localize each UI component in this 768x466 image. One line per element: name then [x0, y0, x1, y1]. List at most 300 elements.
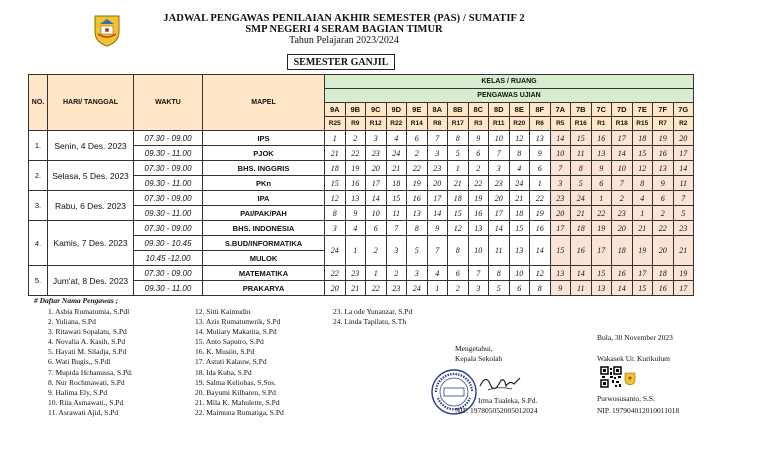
row-time: 09.30 - 11.00	[134, 146, 203, 161]
pengawas-cell: 8	[407, 221, 428, 236]
room-header: R15	[632, 117, 653, 131]
room-header: R18	[612, 117, 633, 131]
pengawas-cell: 23	[550, 191, 571, 206]
col-header-subject: MAPEL	[203, 75, 325, 131]
pengawas-cell: 19	[632, 236, 653, 266]
pengawas-cell: 2	[407, 146, 428, 161]
pengawas-cell: 1	[530, 176, 551, 191]
pengawas-cell: 22	[468, 176, 489, 191]
pengawas-cell: 4	[345, 221, 366, 236]
pengawas-cell: 16	[468, 206, 489, 221]
pengawas-list-item: 21. Mila K. Mahulette, S.Pd	[195, 397, 280, 407]
class-header: 9E	[407, 103, 428, 117]
class-header: 8F	[530, 103, 551, 117]
pengawas-cell: 17	[591, 236, 612, 266]
pengawas-cell: 11	[489, 236, 510, 266]
pengawas-cell: 20	[325, 281, 346, 296]
pengawas-cell: 9	[468, 131, 489, 146]
pengawas-list-item: 20. Bayumi Kilbaren, S.Pd	[195, 387, 276, 397]
pengawas-cell: 7	[427, 236, 448, 266]
pengawas-cell: 24	[407, 281, 428, 296]
pengawas-cell: 23	[612, 206, 633, 221]
room-header: R17	[448, 117, 469, 131]
row-time: 09.30 - 11.00	[134, 281, 203, 296]
pengawas-cell: 24	[509, 176, 530, 191]
pengawas-cell: 8	[571, 161, 592, 176]
pengawas-cell: 20	[550, 206, 571, 221]
pengawas-cell: 8	[632, 176, 653, 191]
pengawas-cell: 1	[325, 131, 346, 146]
pengawas-cell: 1	[345, 236, 366, 266]
sign-date: Bula, 30 November 2023	[597, 333, 673, 342]
pengawas-cell: 16	[530, 221, 551, 236]
pengawas-list-item: 14. Muliary Makatita, S.Pd	[195, 327, 277, 337]
row-subject: S.BUD/INFORMATIKA	[203, 236, 325, 251]
pengawas-cell: 12	[509, 131, 530, 146]
room-header: R1	[591, 117, 612, 131]
pengawas-cell: 12	[632, 161, 653, 176]
pengawas-cell: 13	[530, 131, 551, 146]
wakasek-nip: NIP. 197904012010011018	[597, 406, 680, 415]
class-header: 7C	[591, 103, 612, 117]
pengawas-cell: 9	[530, 146, 551, 161]
class-header: 7E	[632, 103, 653, 117]
pengawas-column-1	[48, 307, 133, 418]
pengawas-cell: 2	[366, 236, 387, 266]
pengawas-cell: 19	[673, 266, 694, 281]
pengawas-cell: 21	[386, 161, 407, 176]
pengawas-cell: 6	[591, 176, 612, 191]
pengawas-cell: 7	[386, 221, 407, 236]
pengawas-cell: 14	[366, 191, 387, 206]
room-header: R16	[571, 117, 592, 131]
pengawas-cell: 9	[345, 206, 366, 221]
pengawas-cell: 22	[407, 161, 428, 176]
pengawas-cell: 12	[448, 221, 469, 236]
pengawas-cell: 21	[325, 146, 346, 161]
class-header: 8D	[489, 103, 510, 117]
pengawas-cell: 13	[407, 206, 428, 221]
row-time: 09.30 - 11.00	[134, 176, 203, 191]
pengawas-cell: 12	[530, 266, 551, 281]
table-row	[29, 131, 694, 146]
pengawas-heading: # Daftar Nama Pengawas ;	[34, 296, 119, 305]
pengawas-cell: 8	[489, 266, 510, 281]
pengawas-cell: 18	[571, 221, 592, 236]
pengawas-cell: 17	[489, 206, 510, 221]
table-row	[29, 221, 694, 236]
small-logo-icon	[624, 372, 636, 386]
pengawas-cell: 16	[591, 131, 612, 146]
academic-year: Tahun Pelajaran 2023/2024	[289, 35, 399, 46]
pengawas-cell: 14	[612, 281, 633, 296]
pengawas-cell: 7	[468, 266, 489, 281]
row-day: Jum'at, 8 Des. 2023	[48, 266, 134, 296]
pengawas-cell: 21	[673, 236, 694, 266]
pengawas-cell: 6	[653, 191, 674, 206]
pengawas-cell: 21	[571, 206, 592, 221]
room-header: R22	[386, 117, 407, 131]
schedule-table	[28, 74, 694, 296]
class-header: 9B	[345, 103, 366, 117]
pengawas-cell: 14	[571, 266, 592, 281]
row-time: 09.30 - 11.00	[134, 206, 203, 221]
pengawas-cell: 19	[591, 221, 612, 236]
pengawas-cell: 19	[345, 161, 366, 176]
semester-label: SEMESTER GANJIL	[287, 54, 395, 70]
pengawas-cell: 5	[448, 146, 469, 161]
pengawas-list-item: 6. Wati Bugis,, S.Pdl	[48, 357, 111, 367]
row-time: 07.30 - 09.00	[134, 221, 203, 236]
pengawas-list-item: 13. Azis Rumatumerik, S.Pd	[195, 317, 281, 327]
pengawas-cell: 15	[325, 176, 346, 191]
pengawas-cell: 22	[366, 281, 387, 296]
pengawas-cell: 20	[673, 131, 694, 146]
pengawas-list-item: 12. Sitti Kaimudin	[195, 307, 251, 316]
table-row	[29, 191, 694, 206]
pengawas-list-item: 22. Maimuna Rumatiga, S.Pd	[195, 407, 284, 417]
pengawas-cell: 22	[653, 221, 674, 236]
pengawas-cell: 19	[530, 206, 551, 221]
pengawas-list-item: 11. Asrawati Ajid, S.Pd	[48, 407, 119, 417]
mengetahui-label: Mengetahui,	[455, 344, 493, 353]
pengawas-cell: 18	[448, 191, 469, 206]
room-header: R20	[509, 117, 530, 131]
pengawas-cell: 13	[591, 281, 612, 296]
pengawas-cell: 10	[550, 146, 571, 161]
row-number: 5.	[29, 266, 48, 296]
row-day: Rabu, 6 Des. 2023	[48, 191, 134, 221]
pengawas-cell: 3	[550, 176, 571, 191]
row-subject: IPA	[203, 191, 325, 206]
pengawas-cell: 16	[653, 281, 674, 296]
class-header: 9C	[366, 103, 387, 117]
doc-title: JADWAL PENGAWAS PENILAIAN AKHIR SEMESTER (PAS) / SUMATIF 2	[163, 13, 525, 24]
pengawas-cell: 6	[468, 146, 489, 161]
row-time: 07.30 - 09.00	[134, 266, 203, 281]
wakasek-title: Wakasek Ur. Kurikulum	[597, 354, 670, 363]
pengawas-cell: 18	[509, 206, 530, 221]
pengawas-cell: 3	[489, 161, 510, 176]
pengawas-cell: 5	[673, 206, 694, 221]
pengawas-cell: 23	[489, 176, 510, 191]
pengawas-cell: 11	[673, 176, 694, 191]
class-header: 7A	[550, 103, 571, 117]
pengawas-cell: 23	[673, 221, 694, 236]
pengawas-cell: 13	[509, 236, 530, 266]
pengawas-cell: 19	[468, 191, 489, 206]
pengawas-cell: 16	[653, 146, 674, 161]
room-header: R6	[530, 117, 551, 131]
pengawas-cell: 15	[591, 266, 612, 281]
pengawas-cell: 17	[366, 176, 387, 191]
pengawas-cell: 15	[571, 131, 592, 146]
pengawas-cell: 3	[325, 221, 346, 236]
pengawas-cell: 1	[448, 161, 469, 176]
pengawas-cell: 5	[407, 236, 428, 266]
pengawas-cell: 13	[653, 161, 674, 176]
row-subject: PAI/PAK/PAH	[203, 206, 325, 221]
pengawas-cell: 22	[345, 146, 366, 161]
pengawas-cell: 14	[550, 131, 571, 146]
pengawas-cell: 23	[386, 281, 407, 296]
pengawas-list-item: 7. Mupida Hchanussa, S.Pd.	[48, 367, 133, 377]
pengawas-cell: 13	[550, 266, 571, 281]
pengawas-cell: 20	[489, 191, 510, 206]
pengawas-cell: 15	[632, 146, 653, 161]
pengawas-cell: 15	[550, 236, 571, 266]
pengawas-list-item: 10. Rita Asmawati., S.Pd	[48, 397, 124, 407]
pengawas-cell: 6	[448, 266, 469, 281]
room-header: R12	[366, 117, 387, 131]
pengawas-cell: 6	[407, 131, 428, 146]
kepsek-nip: NIP. 197805052005012024	[455, 406, 538, 415]
class-header: 8B	[448, 103, 469, 117]
pengawas-cell: 5	[571, 176, 592, 191]
school-name: SMP NEGERI 4 SERAM BAGIAN TIMUR	[245, 24, 443, 35]
pengawas-cell: 10	[468, 236, 489, 266]
pengawas-cell: 14	[612, 146, 633, 161]
row-subject: BHS. INGGRIS	[203, 161, 325, 176]
pengawas-cell: 1	[591, 191, 612, 206]
pengawas-cell: 6	[530, 161, 551, 176]
pengawas-cell: 3	[407, 266, 428, 281]
pengawas-cell: 13	[591, 146, 612, 161]
pengawas-cell: 7	[673, 191, 694, 206]
pengawas-cell: 22	[591, 206, 612, 221]
pengawas-cell: 24	[571, 191, 592, 206]
pengawas-cell: 24	[386, 146, 407, 161]
pengawas-cell: 18	[325, 161, 346, 176]
pengawas-cell: 10	[509, 266, 530, 281]
row-time: 09.30 - 10.45	[134, 236, 203, 251]
pengawas-list-item: 15. Anto Saputro, S.Pd	[195, 337, 264, 347]
pengawas-list-item: 9. Halima Ely, S.Pd	[48, 387, 108, 397]
row-subject: PKn	[203, 176, 325, 191]
row-subject: PJOK	[203, 146, 325, 161]
pengawas-list-item: 8. Nur Rochmawati, S.Pd	[48, 377, 125, 387]
room-header: R8	[427, 117, 448, 131]
row-subject: BHS. INDONESIA	[203, 221, 325, 236]
room-header: R2	[673, 117, 694, 131]
pengawas-cell: 2	[345, 131, 366, 146]
col-header-day: HARI/ TANGGAL	[48, 75, 134, 131]
pengawas-cell: 9	[653, 176, 674, 191]
pengawas-cell: 18	[632, 131, 653, 146]
pengawas-cell: 4	[427, 266, 448, 281]
pengawas-cell: 11	[571, 281, 592, 296]
pengawas-cell: 3	[427, 146, 448, 161]
pengawas-cell: 17	[673, 146, 694, 161]
pengawas-cell: 14	[530, 236, 551, 266]
pengawas-cell: 3	[366, 131, 387, 146]
pengawas-list-item: 3. Ritawati Sopalatu, S.Pd	[48, 327, 127, 337]
pengawas-cell: 13	[468, 221, 489, 236]
pengawas-list-item: 5. Hayati M. Siladja, S.Pd	[48, 347, 127, 357]
pengawas-cell: 14	[489, 221, 510, 236]
table-row	[29, 161, 694, 176]
pengawas-cell: 17	[612, 131, 633, 146]
pengawas-cell: 24	[325, 236, 346, 266]
pengawas-cell: 21	[632, 221, 653, 236]
pengawas-column-3	[333, 307, 412, 327]
pengawas-cell: 15	[386, 191, 407, 206]
pengawas-cell: 18	[653, 266, 674, 281]
row-time: 07.30 - 09.00	[134, 161, 203, 176]
pengawas-cell: 13	[345, 191, 366, 206]
pengawas-cell: 16	[345, 176, 366, 191]
pengawas-cell: 4	[509, 161, 530, 176]
pengawas-cell: 7	[427, 131, 448, 146]
wakasek-name: Purwosusanto, S.S.	[597, 394, 655, 403]
pengawas-list-item: 19. Salma Keliobas, S.Sos.	[195, 377, 277, 387]
pengawas-cell: 7	[550, 161, 571, 176]
pengawas-cell: 9	[550, 281, 571, 296]
pengawas-cell: 21	[509, 191, 530, 206]
pengawas-cell: 16	[407, 191, 428, 206]
pengawas-cell: 10	[489, 131, 510, 146]
pengawas-cell: 23	[366, 146, 387, 161]
pengawas-cell: 10	[612, 161, 633, 176]
pengawas-cell: 12	[325, 191, 346, 206]
row-time: 07.30 - 09.00	[134, 191, 203, 206]
pengawas-cell: 10	[366, 206, 387, 221]
row-subject: IPS	[203, 131, 325, 146]
room-header: R5	[550, 117, 571, 131]
row-subject: MATEMATIKA	[203, 266, 325, 281]
row-subject: MULOK	[203, 251, 325, 266]
pengawas-cell: 11	[386, 206, 407, 221]
pengawas-cell: 3	[386, 236, 407, 266]
pengawas-cell: 17	[632, 266, 653, 281]
room-header: R14	[407, 117, 428, 131]
pengawas-cell: 7	[612, 176, 633, 191]
pengawas-cell: 18	[386, 176, 407, 191]
pengawas-column-2	[195, 307, 284, 418]
row-number: 1.	[29, 131, 48, 161]
pengawas-cell: 16	[612, 266, 633, 281]
pengawas-cell: 22	[530, 191, 551, 206]
pengawas-cell: 1	[632, 206, 653, 221]
pengawas-cell: 21	[448, 176, 469, 191]
pengawas-list-item: 1. Asbia Rumatumia, S.Pdl	[48, 307, 130, 316]
group-header-pengawas: PENGAWAS UJIAN	[325, 89, 694, 103]
pengawas-list-item: 2. Yuliana, S.Pd	[48, 317, 96, 327]
pengawas-cell: 1	[366, 266, 387, 281]
pengawas-cell: 9	[591, 161, 612, 176]
row-time: 10.45 -12.00	[134, 251, 203, 266]
class-header: 7G	[673, 103, 694, 117]
pengawas-cell: 16	[571, 236, 592, 266]
pengawas-list-item: 23. La ode Yunanzar, S.Pd	[333, 307, 413, 316]
pengawas-cell: 6	[366, 221, 387, 236]
pengawas-cell: 8	[509, 146, 530, 161]
room-header: R3	[468, 117, 489, 131]
pengawas-cell: 2	[468, 161, 489, 176]
pengawas-cell: 23	[345, 266, 366, 281]
pengawas-cell: 8	[448, 236, 469, 266]
pengawas-cell: 15	[509, 221, 530, 236]
pengawas-cell: 11	[571, 146, 592, 161]
room-header: R11	[489, 117, 510, 131]
pengawas-cell: 20	[653, 236, 674, 266]
col-header-no: NO.	[29, 75, 48, 131]
pengawas-cell: 1	[427, 281, 448, 296]
pengawas-cell: 2	[386, 266, 407, 281]
pengawas-cell: 20	[612, 221, 633, 236]
kepsek-signature	[478, 372, 522, 394]
row-day: Senin, 4 Des. 2023	[48, 131, 134, 161]
room-header: R7	[653, 117, 674, 131]
room-header: R9	[345, 117, 366, 131]
pengawas-list-item: 4. Novalia A. Kasih, S.Pd	[48, 337, 126, 347]
pengawas-cell: 23	[427, 161, 448, 176]
pengawas-cell: 14	[673, 161, 694, 176]
pengawas-cell: 5	[489, 281, 510, 296]
row-subject: PRAKARYA	[203, 281, 325, 296]
pengawas-cell: 19	[653, 131, 674, 146]
pengawas-cell: 22	[325, 266, 346, 281]
pengawas-cell: 18	[612, 236, 633, 266]
pengawas-cell: 17	[427, 191, 448, 206]
kepsek-title: Kepala Sekolah	[455, 354, 503, 363]
pengawas-cell: 14	[427, 206, 448, 221]
kepsek-name: Irma Tualeka, S.Pd.	[478, 396, 538, 405]
pengawas-cell: 20	[427, 176, 448, 191]
pengawas-cell: 8	[325, 206, 346, 221]
class-header: 9D	[386, 103, 407, 117]
pengawas-list-item: 17. Astuti Kalauw, S.Pd	[195, 357, 267, 367]
row-day: Selasa, 5 Des. 2023	[48, 161, 134, 191]
row-time: 07.30 - 09.00	[134, 131, 203, 146]
pengawas-cell: 2	[612, 191, 633, 206]
pengawas-cell: 20	[366, 161, 387, 176]
pengawas-cell: 9	[427, 221, 448, 236]
pengawas-cell: 17	[550, 221, 571, 236]
class-header: 9A	[325, 103, 346, 117]
class-header: 7B	[571, 103, 592, 117]
pengawas-cell: 6	[509, 281, 530, 296]
pengawas-cell: 15	[448, 206, 469, 221]
pengawas-cell: 8	[530, 281, 551, 296]
pengawas-cell: 19	[407, 176, 428, 191]
class-header: 8A	[427, 103, 448, 117]
pengawas-cell: 8	[448, 131, 469, 146]
row-number: 3.	[29, 191, 48, 221]
class-header: 8E	[509, 103, 530, 117]
pengawas-cell: 4	[386, 131, 407, 146]
class-header: 8C	[468, 103, 489, 117]
table-row	[29, 266, 694, 281]
pengawas-list-item: 24. Linda Tapilatu, S.Th	[333, 317, 407, 327]
pengawas-list-item: 16. K. Musiin, S.Pd	[195, 347, 255, 357]
class-header: 7D	[612, 103, 633, 117]
pengawas-cell: 7	[489, 146, 510, 161]
col-header-time: WAKTU	[134, 75, 203, 131]
class-header: 7F	[653, 103, 674, 117]
pengawas-cell: 21	[345, 281, 366, 296]
pengawas-cell: 4	[632, 191, 653, 206]
row-number: 2.	[29, 161, 48, 191]
pengawas-cell: 15	[632, 281, 653, 296]
pengawas-list-item: 18. Ida Kuba, S.Pd	[195, 367, 252, 377]
group-header-kelas: KELAS / RUANG	[325, 75, 694, 89]
row-number: 4.	[29, 221, 48, 266]
row-day: Kamis, 7 Des. 2023	[48, 221, 134, 266]
qr-code-icon	[600, 366, 622, 388]
pengawas-cell: 17	[673, 281, 694, 296]
pengawas-cell: 2	[653, 206, 674, 221]
